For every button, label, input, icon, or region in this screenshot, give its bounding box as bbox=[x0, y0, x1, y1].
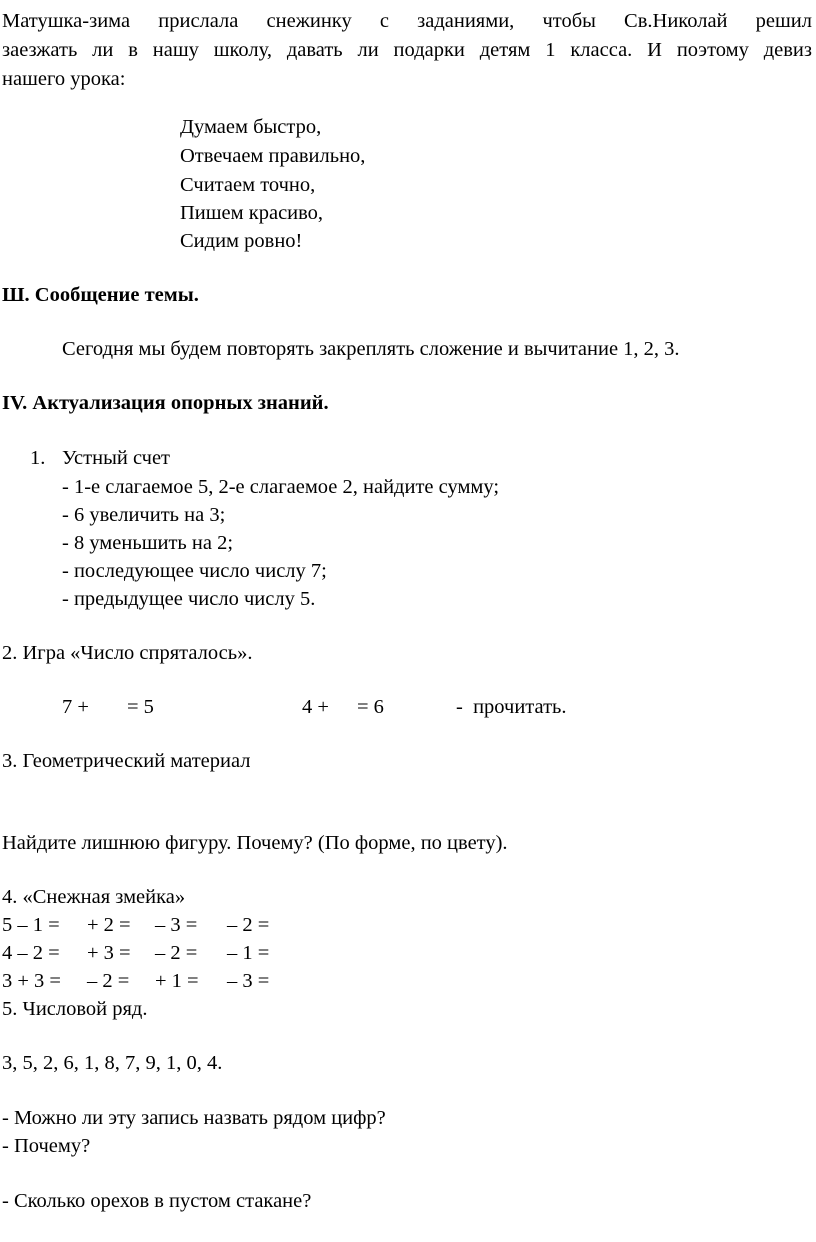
snake-cell: + 1 = bbox=[155, 970, 199, 992]
intro-line-2: заезжать ли в нашу школу, давать ли подарки детям 1 класса. И поэтому девиз bbox=[2, 39, 812, 61]
snake-cell: 3 + 3 = bbox=[2, 970, 61, 992]
item-1-task: - 8 уменьшить на 2; bbox=[62, 532, 234, 554]
section-4-heading: IV. Актуализация опорных знаний. bbox=[2, 392, 329, 414]
item-2-title: 2. Игра «Число спряталось». bbox=[2, 642, 253, 664]
item-1-task: - 1-е слагаемое 5, 2-е слагаемое 2, найдите сумму; bbox=[62, 476, 500, 498]
snake-cell: – 1 = bbox=[227, 942, 270, 964]
intro-line-1: Матушка-зима прислала снежинку с заданиями, чтобы Св.Николай решил bbox=[2, 10, 812, 32]
item-2-instruction: - прочитать. bbox=[456, 696, 567, 718]
snake-cell: 4 – 2 = bbox=[2, 942, 60, 964]
item-5-question: - Почему? bbox=[2, 1135, 91, 1157]
motto-line: Пишем красиво, bbox=[180, 202, 324, 224]
item-1-task: - последующее число числу 7; bbox=[62, 560, 327, 582]
item-3-title: 3. Геометрический материал bbox=[2, 750, 251, 772]
item-5-question: - Можно ли эту запись назвать рядом цифр? bbox=[2, 1107, 386, 1129]
item-1-task: - предыдущее число числу 5. bbox=[62, 588, 316, 610]
snake-cell: – 2 = bbox=[227, 914, 270, 936]
intro-line-3: нашего урока: bbox=[2, 68, 126, 90]
item-5-last-question: - Сколько орехов в пустом стакане? bbox=[2, 1190, 312, 1212]
snake-cell: + 3 = bbox=[87, 942, 131, 964]
item-1-title: Устный счет bbox=[62, 447, 171, 469]
hidden-number-expr-2-left: 4 + bbox=[302, 696, 329, 718]
section-3-heading: Ш. Сообщение темы. bbox=[2, 284, 199, 306]
section-3-text: Сегодня мы будем повторять закреплять сложение и вычитание 1, 2, 3. bbox=[62, 338, 680, 360]
motto-line: Считаем точно, bbox=[180, 174, 316, 196]
item-1-number: 1. bbox=[30, 447, 46, 469]
snake-cell: – 3 = bbox=[227, 970, 270, 992]
snake-cell: 5 – 1 = bbox=[2, 914, 60, 936]
number-sequence: 3, 5, 2, 6, 1, 8, 7, 9, 1, 0, 4. bbox=[2, 1052, 223, 1074]
snake-cell: – 2 = bbox=[87, 970, 130, 992]
item-1-task: - 6 увеличить на 3; bbox=[62, 504, 226, 526]
item-5-title: 5. Числовой ряд. bbox=[2, 998, 148, 1020]
item-3-question: Найдите лишнюю фигуру. Почему? (По форме, по цвету). bbox=[2, 832, 508, 854]
item-4-title: 4. «Снежная змейка» bbox=[2, 886, 186, 908]
motto-line: Думаем быстро, bbox=[180, 116, 322, 138]
motto-line: Сидим ровно! bbox=[180, 230, 303, 252]
motto-line: Отвечаем правильно, bbox=[180, 145, 366, 167]
snake-cell: – 2 = bbox=[155, 942, 198, 964]
snake-cell: + 2 = bbox=[87, 914, 131, 936]
hidden-number-expr-1-left: 7 + bbox=[62, 696, 89, 718]
hidden-number-expr-1-right: = 5 bbox=[127, 696, 154, 718]
hidden-number-expr-2-right: = 6 bbox=[357, 696, 384, 718]
snake-cell: – 3 = bbox=[155, 914, 198, 936]
